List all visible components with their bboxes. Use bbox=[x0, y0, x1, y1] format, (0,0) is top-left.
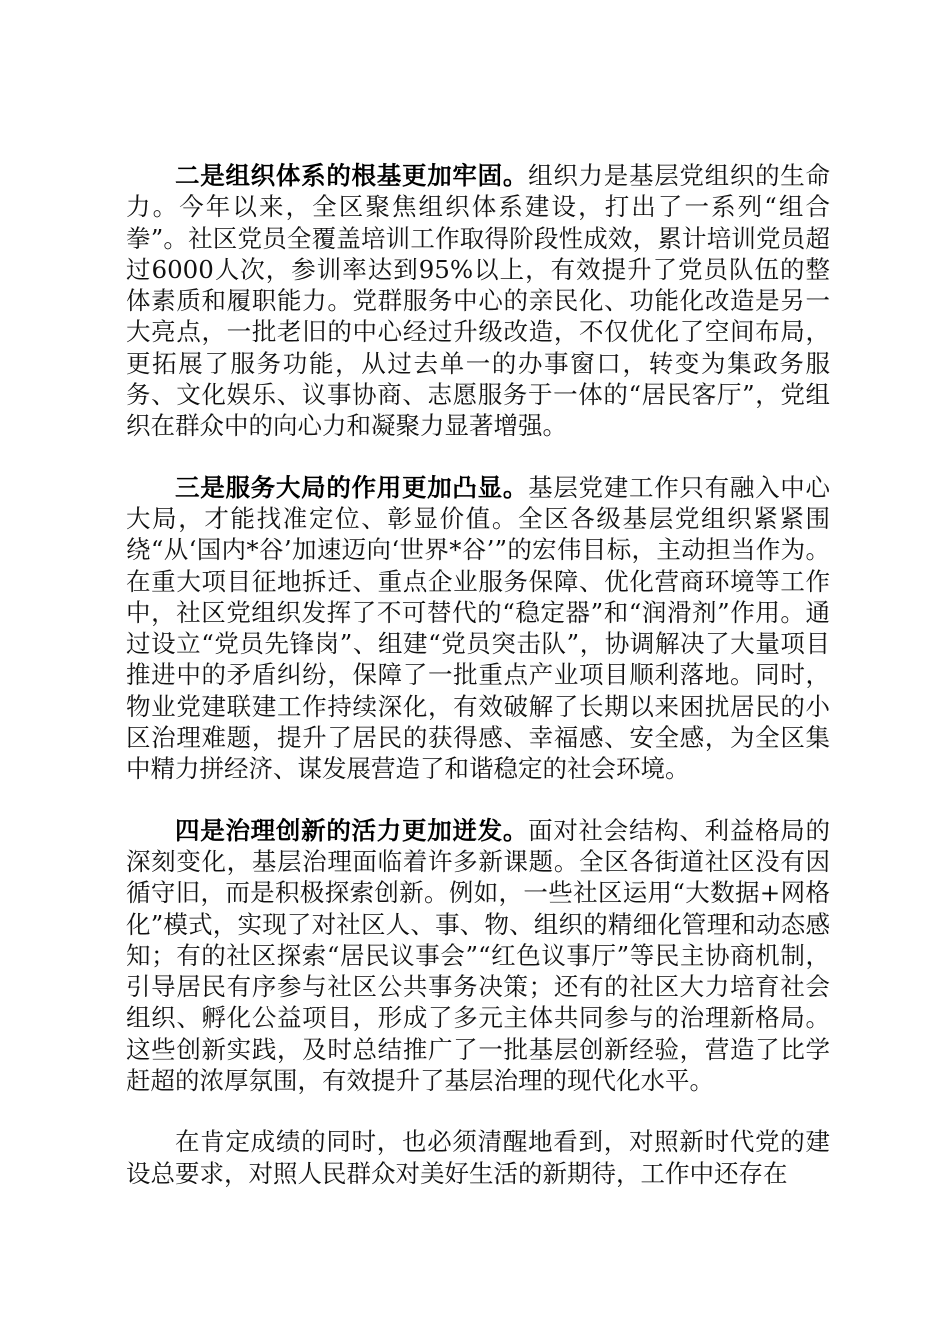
paragraph-organization bbox=[126, 160, 830, 442]
paragraph-governance bbox=[126, 815, 830, 1097]
paragraph-heading: 二是组织体系的根基更加牢固。 bbox=[175, 161, 529, 190]
paragraph-text: 基层党建工作只有融入中心大局，才能找准定位、彰显价值。全区各级基层党组织紧紧围绕“从‘国内*谷’加速迈向‘世界*谷’”的宏伟目标，主动担当作为。在重大项目征地拆迁、重点企业服务保障、优化营商环境等工作中，社区党组织发挥了不可替代的“稳定器”和“润滑剂”作用。通过设立“党员先锋岗”、组建“党员突击队”，协调解决了大量项目推进中的矛盾纠纷，保障了一批重点产业项目顺利落地。同时，物业党建联建工作持续深化，有效破解了长期以来困扰居民的小区治理难题，提升了居民的获得感、幸福感、安全感，为全区集中精力拼经济、谋发展营造了和谐稳定的社会环境。 bbox=[126, 472, 831, 784]
document-body bbox=[126, 160, 830, 1219]
paragraph-text: 在肯定成绩的同时，也必须清醒地看到，对照新时代党的建设总要求，对照人民群众对美好生活的新期待，工作中还存在 bbox=[126, 1127, 830, 1188]
paragraph-heading: 三是服务大局的作用更加凸显。 bbox=[175, 472, 529, 502]
paragraph-text: 组织力是基层党组织的生命力。今年以来，全区聚焦组织体系建设，打出了一系列“组合拳”。社区党员全覆盖培训工作取得阶段性成效，累计培训党员超过6000人次，参训率达到95%以上，有效提升了党员队伍的整体素质和履职能力。党群服务中心的亲民化、功能化改造是另一大亮点，一批老旧的中心经过升级改造，不仅优化了空间布局，更拓展了服务功能，从过去单一的办事窗口，转变为集政务服务、文化娱乐、议事协商、志愿服务于一体的“居民客厅”，党组织在群众中的向心力和凝聚力显著增强。 bbox=[126, 161, 831, 441]
paragraph-text: 面对社会结构、利益格局的深刻变化，基层治理面临着许多新课题。全区各街道社区没有因循守旧，而是积极探索创新。例如，一些社区运用“大数据+网格化”模式，实现了对社区人、事、物、组织的精细化管理和动态感知；有的社区探索“居民议事会”“红色议事厅”等民主协商机制，引导居民有序参与社区公共事务决策；还有的社区大力培育社会组织、孵化公益项目，形成了多元主体共同参与的治理新格局。这些创新实践，及时总结推广了一批基层创新经验，营造了比学赶超的浓厚氛围，有效提升了基层治理的现代化水平。 bbox=[126, 815, 831, 1096]
paragraph-service bbox=[126, 472, 830, 785]
paragraph-heading: 四是治理创新的活力更加迸发。 bbox=[175, 815, 529, 845]
paragraph-shortcomings bbox=[126, 1126, 830, 1189]
